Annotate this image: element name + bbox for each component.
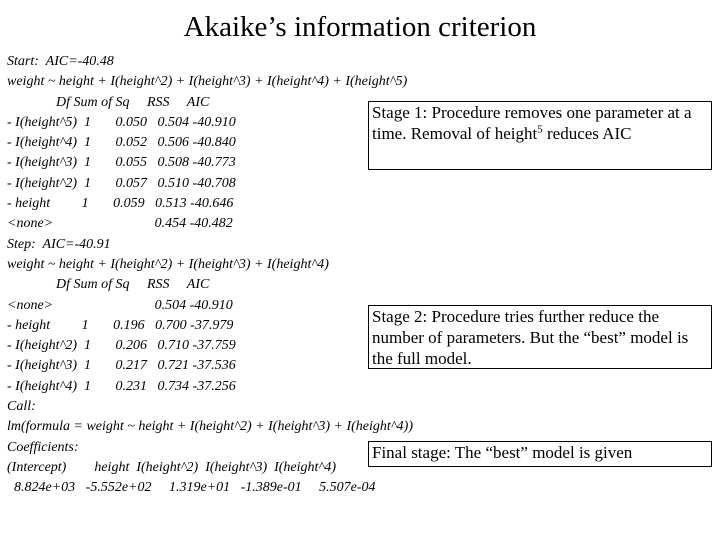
console-line: - I(height^4) 1 0.231 0.734 -37.256 xyxy=(7,378,236,394)
stage2-text: Stage 2: Procedure tries further reduce the number of parameters. But the “best” model is the full model. xyxy=(372,307,689,368)
stage2-callout xyxy=(368,305,712,369)
final-stage-text: Final stage: The “best” model is given xyxy=(372,443,633,462)
console-line: - I(height^3) 1 0.217 0.721 -37.536 xyxy=(7,358,236,374)
console-line: 8.824e+03 -5.552e+02 1.319e+01 -1.389e-01 5.507e-04 xyxy=(7,480,376,496)
console-line: Df Sum of Sq RSS AIC xyxy=(7,94,210,110)
console-line: - I(height^2) 1 0.206 0.710 -37.759 xyxy=(7,338,236,354)
console-line: weight ~ height + I(height^2) + I(height^3) + I(height^4) xyxy=(7,256,329,272)
console-line: - I(height^4) 1 0.052 0.506 -40.840 xyxy=(7,135,236,151)
console-line: lm(formula = weight ~ height + I(height^2) + I(height^3) + I(height^4)) xyxy=(7,419,414,435)
console-line: Coefficients: xyxy=(7,439,79,455)
console-line: - height 1 0.196 0.700 -37.979 xyxy=(7,317,234,333)
console-line: Call: xyxy=(7,399,36,415)
console-line: <none> 0.504 -40.910 xyxy=(7,297,233,313)
console-line: Step: AIC=-40.91 xyxy=(7,236,111,252)
console-line: - height 1 0.059 0.513 -40.646 xyxy=(7,196,234,212)
stage1-text-end: reduces AIC xyxy=(542,124,632,143)
console-line: <none> 0.454 -40.482 xyxy=(7,216,233,232)
stage1-text: Stage 1: Procedure removes one parameter at a time. Removal of height xyxy=(372,103,692,143)
console-line: Start: AIC=-40.48 xyxy=(7,54,114,69)
console-line: - I(height^3) 1 0.055 0.508 -40.773 xyxy=(7,155,236,171)
console-line: Df Sum of Sq RSS AIC xyxy=(7,277,210,293)
console-line: (Intercept) height I(height^2) I(height^3) I(height^4) xyxy=(7,459,336,475)
stage1-superscript: 5 xyxy=(537,123,543,136)
final-stage-callout xyxy=(368,441,712,467)
console-line: - I(height^2) 1 0.057 0.510 -40.708 xyxy=(7,175,236,191)
slide-title: Akaike’s information criterion xyxy=(183,11,537,43)
r-console-output xyxy=(7,52,427,499)
console-line: weight ~ height + I(height^2) + I(height^3) + I(height^4) + I(height^5) xyxy=(7,74,408,90)
console-line: - I(height^5) 1 0.050 0.504 -40.910 xyxy=(7,114,236,130)
stage1-callout xyxy=(368,101,712,170)
